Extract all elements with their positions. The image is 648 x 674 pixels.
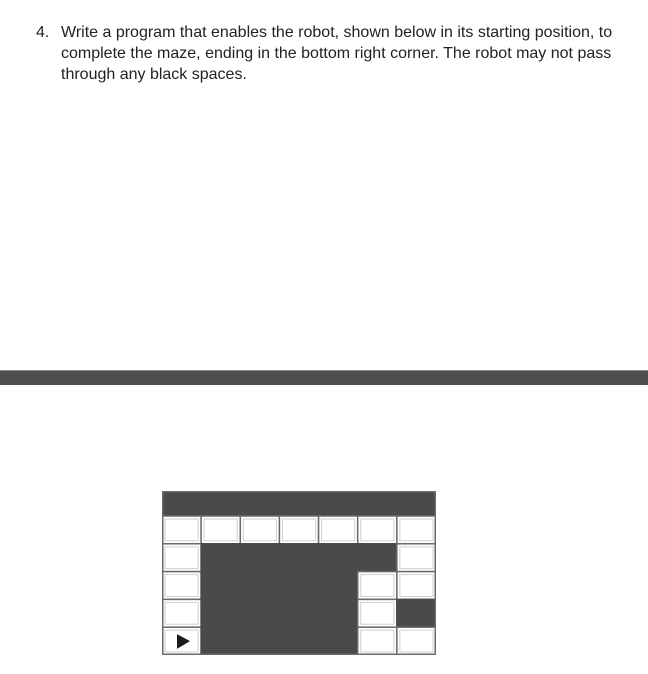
maze-wall-cell [240, 491, 279, 516]
page-divider [0, 370, 648, 385]
maze-wall-cell [201, 599, 240, 627]
maze-wall-cell [358, 544, 397, 572]
maze-open-cell-inner [165, 519, 198, 541]
maze-wall-cell [201, 491, 240, 516]
maze-open-cell-inner [322, 519, 355, 541]
maze-wall-cell [319, 627, 358, 655]
maze-wall-cell [240, 572, 279, 600]
maze-open-cell-inner [165, 547, 198, 569]
maze-wall-cell [397, 599, 436, 627]
maze-wall-cell [162, 491, 201, 516]
maze-open-cell-inner [361, 519, 394, 541]
maze-wall-cell [279, 491, 318, 516]
maze-wall-cell [279, 572, 318, 600]
maze-figure [162, 491, 436, 655]
maze-wall-cell [319, 544, 358, 572]
maze-open-cell-inner [400, 547, 433, 569]
maze-wall-cell [279, 627, 318, 655]
question-block [36, 22, 626, 85]
maze-wall-cell [319, 491, 358, 516]
maze-open-cell-inner [361, 575, 394, 597]
maze-open-cell-inner [204, 519, 237, 541]
maze-open-cell-inner [361, 602, 394, 624]
maze-wall-cell [240, 599, 279, 627]
maze-open-cell-inner [400, 519, 433, 541]
maze-wall-cell [279, 544, 318, 572]
maze-wall-cell [397, 491, 436, 516]
maze-wall-cell [240, 627, 279, 655]
maze-wall-cell [279, 599, 318, 627]
maze-wall-cell [201, 544, 240, 572]
question-text: Write a program that enables the robot, shown below in its starting position, to complete the maze, ending in the bottom right corner. The robot may not pass through any black spaces. [61, 24, 613, 83]
maze-wall-cell [358, 491, 397, 516]
question-number: 4. [36, 24, 50, 41]
maze-open-cell-inner [243, 519, 276, 541]
maze-open-cell-inner [400, 630, 433, 652]
maze-wall-cell [240, 544, 279, 572]
maze-open-cell-inner [165, 575, 198, 597]
maze-open-cell-inner [282, 519, 315, 541]
maze-open-cell-inner [400, 575, 433, 597]
maze-grid [162, 491, 436, 655]
maze-wall-cell [201, 627, 240, 655]
maze-wall-cell [201, 572, 240, 600]
maze-open-cell-inner [361, 630, 394, 652]
maze-wall-cell [319, 572, 358, 600]
maze-wall-cell [319, 599, 358, 627]
maze-open-cell-inner [165, 602, 198, 624]
